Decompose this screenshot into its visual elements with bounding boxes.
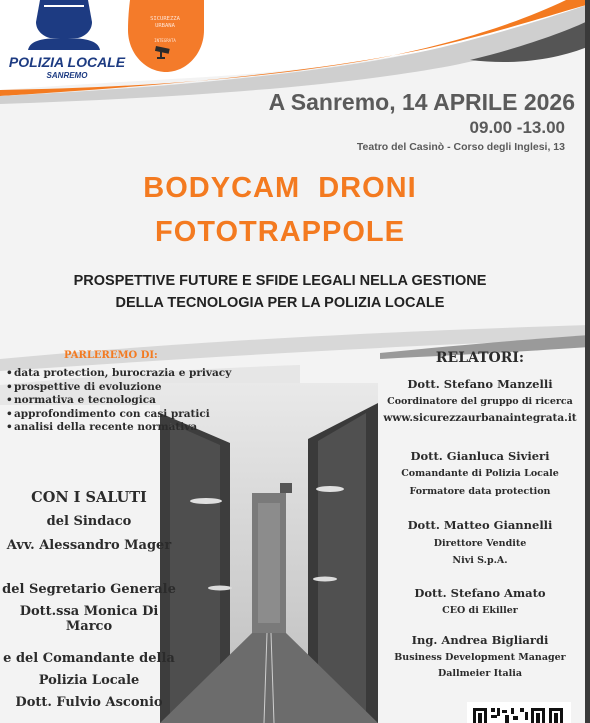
speaker-extra: Nivi S.p.A. [452,555,508,566]
speaker-role: Direttore Vendite [433,538,527,549]
greeting-line: Dott. Fulvio Asconio [15,695,163,710]
speaker-extra: Formatore data protection [409,486,551,497]
speaker-role: CEO di Ekiller [442,605,518,616]
topic-item: • approfondimento con casi pratici [6,408,231,422]
subtitle: PROSPETTIVE FUTURE E SFIDE LEGALI NELLA GESTIONE DELLA TECNOLOGIA PER LA POLIZIA LOCALE [73,273,487,311]
speakers-heading: RELATORI: [435,350,525,366]
speaker-name: Dott. Gianluca Sivieri [410,449,550,463]
greeting-line: Avv. Alessandro Mager [6,538,172,553]
greeting-line: e del Comandante della [3,651,175,666]
event-venue: Teatro del Casinò - Corso degli Inglesi, 13 [356,141,565,153]
speaker-name: Dott. Stefano Manzelli [407,377,553,391]
main-title-line-1: BODYCAM DRONI [143,172,417,204]
police-logo-name: POLIZIA LOCALE [8,54,126,70]
greetings-heading: CON I SALUTI [31,489,147,506]
speaker-role: Coordinatore del gruppo di ricerca [387,396,573,407]
speaker-name: Ing. Andrea Bigliardi [411,633,549,647]
speaker-extra: Dallmeier Italia [437,668,523,679]
greeting-line: del Sindaco [46,514,132,529]
qr-code-icon[interactable] [467,702,571,723]
topics-list [6,367,231,435]
speaker-name: Dott. Matteo Giannelli [407,518,553,532]
greeting-line: del Segretario Generale [2,582,176,597]
event-time: 09.00 -13.00 [469,118,565,137]
right-edge-strip [585,0,590,723]
speaker-name: Dott. Stefano Amato [414,586,546,600]
speaker-role: Comandante di Polizia Locale [401,468,559,479]
sicurezza-logo-text: SICUREZZA URBANA [150,16,180,29]
topic-item-continuation: • normativa e tecnologica [6,394,231,408]
speaker-website-link[interactable]: www.sicurezzaurbanaintegrata.it [383,412,577,424]
topics-heading: PARLEREMO DI: [64,350,158,361]
greeting-line: Dott.ssa Monica Di Marco [19,604,159,634]
main-title-line-2: FOTOTRAPPOLE [155,216,405,248]
speaker-role: Business Development Manager [394,652,566,663]
police-logo-city: SANREMO [46,71,88,80]
topic-item: • data protection, burocrazia e privacy [6,367,231,381]
greeting-line: Polizia Locale [38,673,140,688]
event-date: A Sanremo, 14 APRILE 2026 [268,89,575,115]
topic-item: • analisi della recente normativa [6,421,231,435]
topic-item: • prospettive di evoluzione [6,381,231,395]
sicurezza-urbana-logo [122,0,206,72]
sicurezza-logo-subtext: INTEGRATA [154,38,176,43]
